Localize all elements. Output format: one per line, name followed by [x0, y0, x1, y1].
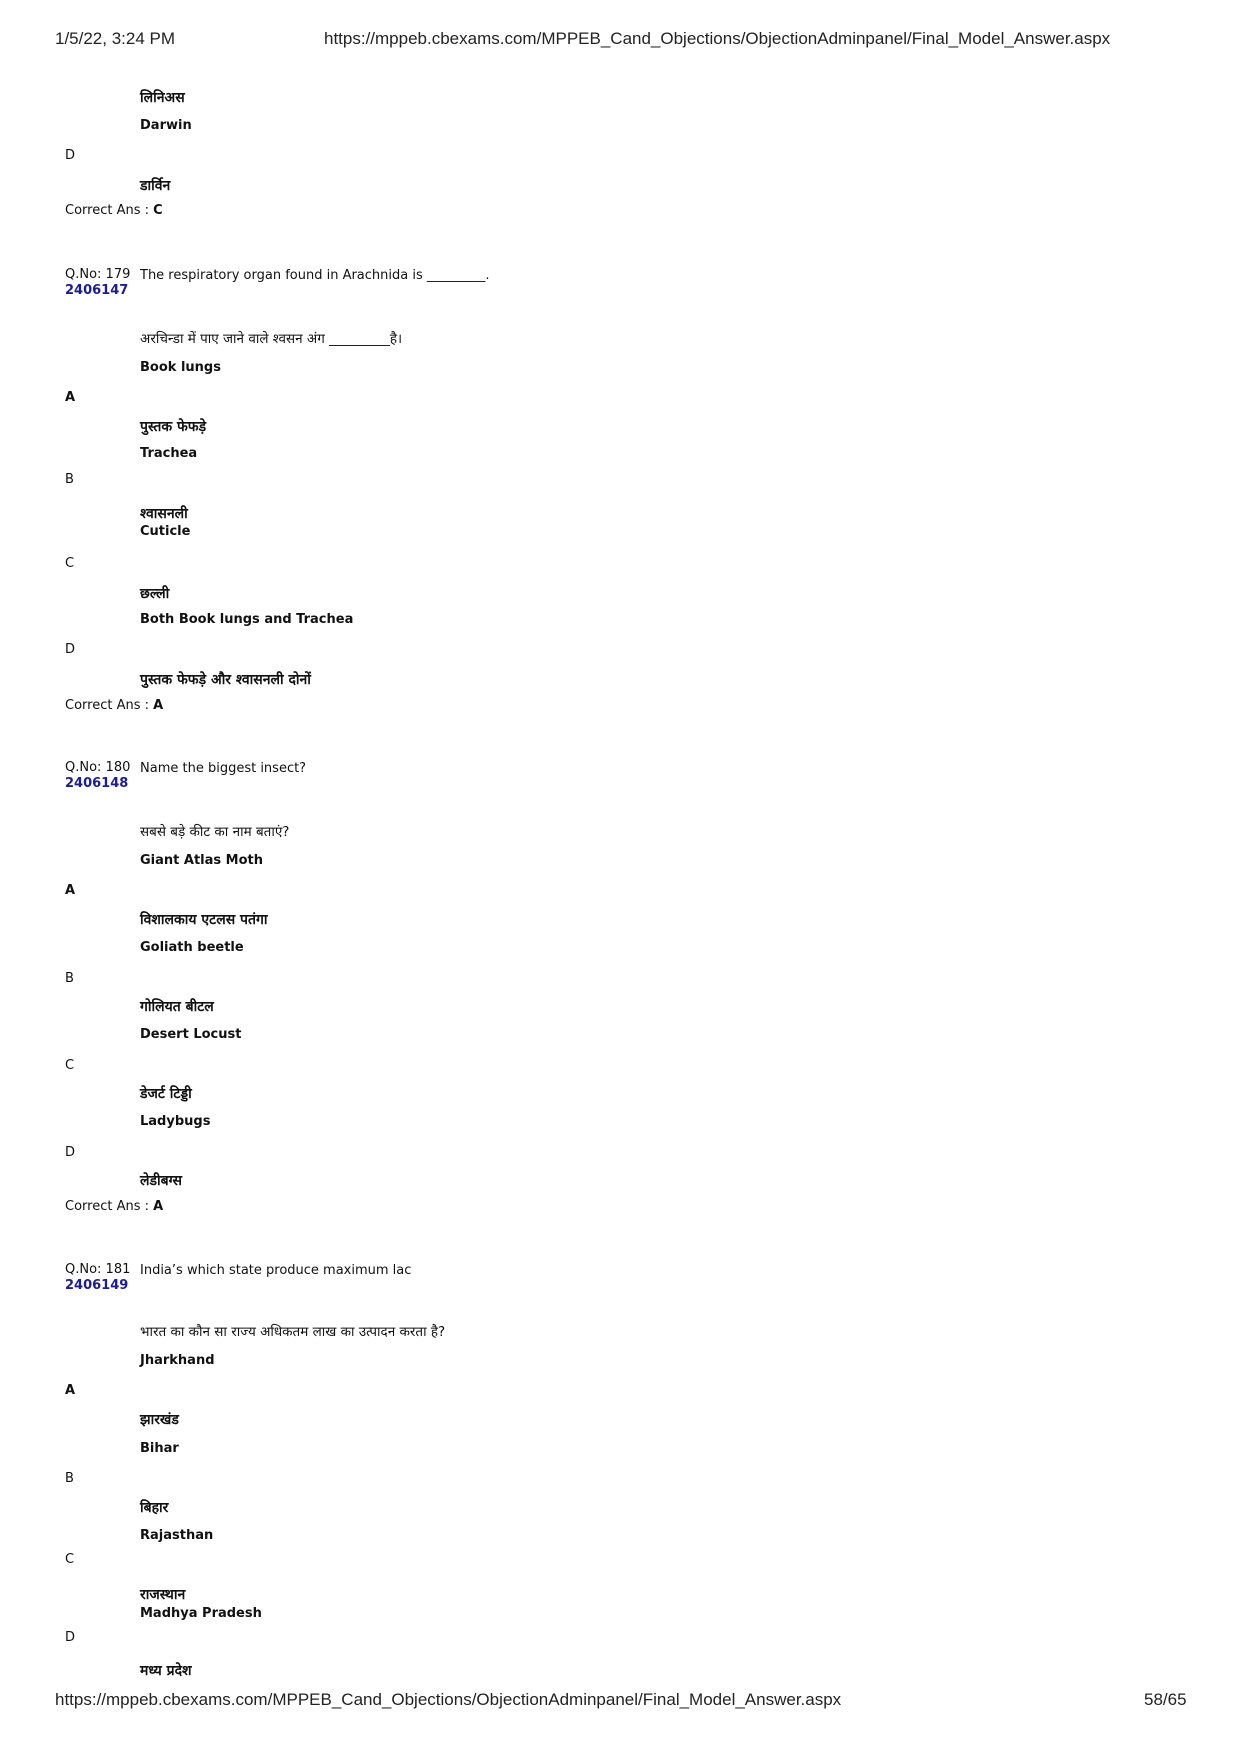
option-text-english: Bihar: [140, 1441, 179, 1456]
option-text-english: Giant Atlas Moth: [140, 853, 263, 868]
question-text-english: The respiratory organ found in Arachnida is _________.: [140, 268, 490, 283]
option-text-hindi: छल्ली: [140, 586, 170, 602]
question-id: 2406149: [65, 1278, 129, 1293]
correct-answer: [65, 698, 163, 713]
option-text-hindi: पुस्तक फेफड़े और श्वासनली दोनों: [140, 672, 311, 688]
option-text-hindi: लिनिअस: [140, 90, 185, 106]
correct-answer-label: Correct Ans :: [65, 1199, 149, 1214]
option-text-english: Book lungs: [140, 360, 221, 375]
option-label-correct: A: [65, 1383, 76, 1398]
option-text-hindi: पुस्तक फेफड़े: [140, 419, 207, 435]
option-text-english: Rajasthan: [140, 1528, 214, 1543]
option-text-english: Cuticle: [140, 524, 191, 539]
option-label: C: [65, 1058, 75, 1073]
option-label: B: [65, 1471, 74, 1486]
option-label: D: [65, 1630, 76, 1645]
option-text-english: Darwin: [140, 118, 192, 133]
question-text-hindi: अरचिन्डा में पाए जाने वाले श्वसन अंग _________है।: [140, 331, 403, 347]
question-number: Q.No: 179: [65, 267, 131, 282]
correct-answer: [65, 203, 163, 218]
option-text-hindi: राजस्थान: [140, 1587, 186, 1603]
question-text-hindi: भारत का कौन सा राज्य अधिकतम लाख का उत्पादन करता है?: [140, 1324, 446, 1340]
option-text-english: Jharkhand: [140, 1353, 215, 1368]
option-label: D: [65, 148, 76, 163]
question-id: 2406147: [65, 283, 129, 298]
option-text-english: Madhya Pradesh: [140, 1606, 262, 1621]
option-text-english: Ladybugs: [140, 1114, 211, 1129]
correct-answer-value: C: [153, 203, 163, 218]
question-text-english: India’s which state produce maximum lac: [140, 1263, 412, 1278]
correct-answer-value: A: [153, 698, 164, 713]
print-url-footer: https://mppeb.cbexams.com/MPPEB_Cand_Objections/ObjectionAdminpanel/Final_Model_Answer.aspx: [55, 1690, 842, 1709]
page-number: 58/65: [1144, 1690, 1187, 1709]
correct-answer-label: Correct Ans :: [65, 203, 149, 218]
option-text-hindi: श्वासनली: [140, 506, 188, 522]
option-label: D: [65, 1145, 76, 1160]
option-text-hindi: डार्विन: [140, 178, 171, 194]
option-text-english: Goliath beetle: [140, 940, 244, 955]
print-datetime: 1/5/22, 3:24 PM: [55, 29, 176, 48]
option-text-hindi: लेडीबग्स: [140, 1173, 182, 1189]
option-text-english: Both Book lungs and Trachea: [140, 612, 354, 627]
print-url-header: https://mppeb.cbexams.com/MPPEB_Cand_Objections/ObjectionAdminpanel/Final_Model_Answer.aspx: [324, 29, 1111, 48]
question-text-hindi: सबसे बड़े कीट का नाम बताएं?: [140, 824, 290, 840]
correct-answer-label: Correct Ans :: [65, 698, 149, 713]
question-id: 2406148: [65, 776, 129, 791]
correct-answer: [65, 1199, 163, 1214]
question-number: Q.No: 180: [65, 760, 131, 775]
option-text-hindi: झारखंड: [140, 1412, 179, 1428]
correct-answer-value: A: [153, 1199, 164, 1214]
option-text-english: Desert Locust: [140, 1027, 242, 1042]
question-number: Q.No: 181: [65, 1262, 131, 1277]
option-text-hindi: मध्य प्रदेश: [140, 1663, 192, 1679]
option-label-correct: A: [65, 883, 76, 898]
option-text-hindi: गोलियत बीटल: [140, 999, 214, 1015]
option-label-correct: A: [65, 390, 76, 405]
option-label: C: [65, 1552, 75, 1567]
option-text-hindi: डेजर्ट टिड्डी: [140, 1086, 192, 1102]
option-label: B: [65, 971, 74, 986]
option-text-hindi: बिहार: [140, 1500, 169, 1516]
option-label: C: [65, 556, 75, 571]
question-text-english: Name the biggest insect?: [140, 761, 307, 776]
option-label: B: [65, 472, 74, 487]
option-text-hindi: विशालकाय एटलस पतंगा: [140, 912, 268, 928]
option-label: D: [65, 642, 76, 657]
option-text-english: Trachea: [140, 446, 198, 461]
